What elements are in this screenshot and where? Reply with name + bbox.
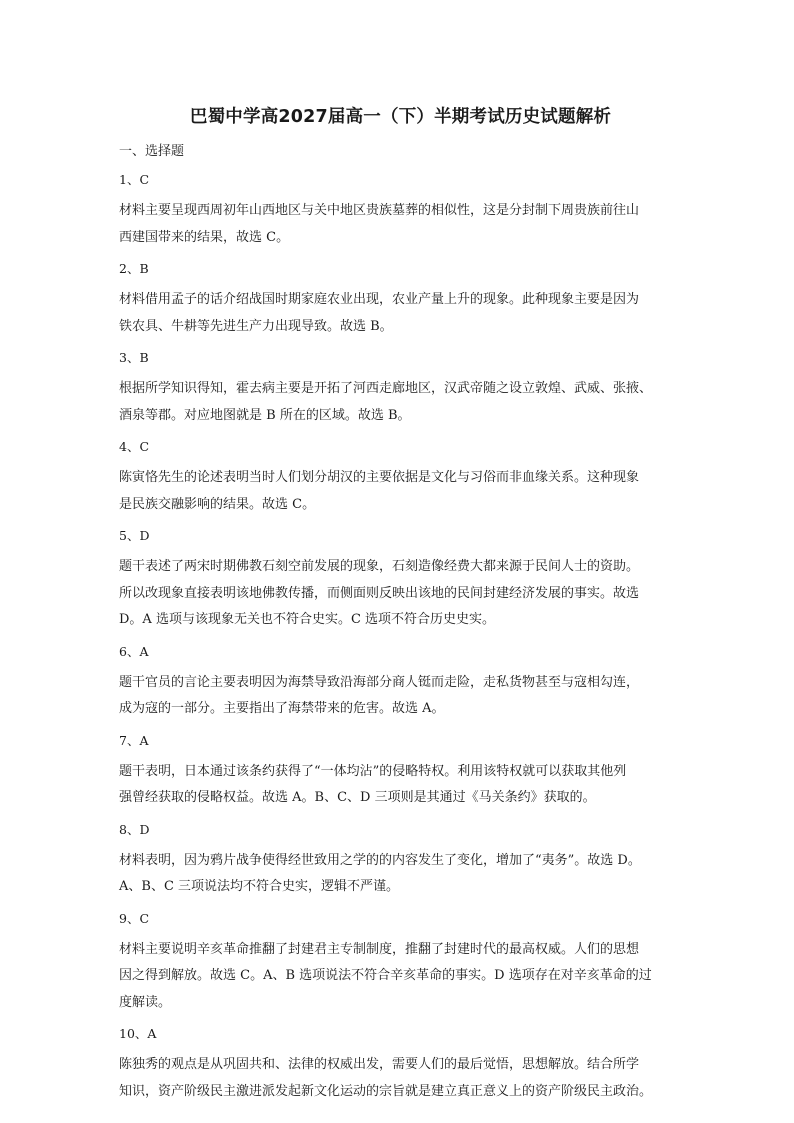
explanation-line: 酒泉等郡。对应地图就是 B 所在的区域。故选 B。 [119,407,411,423]
explanation [119,759,682,812]
explanation-line: A、B、C 三项说法均不符合史实，逻辑不严谨。 [119,879,400,894]
question-7 [119,731,682,812]
explanation [119,376,682,429]
question-10 [119,1024,682,1105]
question-1 [119,170,682,251]
explanation-line: 材料借用孟子的话介绍战国时期家庭农业出现，农业产量上升的现象。此种现象主要是因为 [119,292,640,307]
explanation [119,554,682,634]
explanation-line: 知识，资产阶级民主激进派发起新文化运动的宗旨就是建立真正意义上的资产阶级民主政治。 [119,1083,653,1099]
explanation-line: 成为寇的一部分。主要指出了海禁带来的危害。故选 A。 [119,701,445,716]
explanation-line: 因之得到解放。故选 C。A、B 选项说法不符合辛亥革命的事实。D 选项存在对辛亥革命的过 [119,968,652,983]
explanation [119,670,682,723]
question-6 [119,642,682,723]
explanation-line: 材料表明，因为鸦片战争使得经世致用之学的的内容发生了变化，增加了“夷务”。故选 D。 [119,852,641,868]
answer-label: 4、C [119,439,150,454]
question-2 [119,259,682,340]
explanation-line: 题干官员的言论主要表明因为海禁导致沿海部分商人铤而走险，走私货物甚至与寇相勾连， [119,674,640,690]
answer-label: 9、C [119,910,150,926]
question-8 [119,820,682,901]
explanation-line: 题干表述了两宋时期佛教石刻空前发展的现象，石刻造像经费大都来源于民间人士的资助。 [119,559,640,574]
explanation-line: 铁农具、牛耕等先进生产力出现导致。故选 B。 [119,318,393,334]
explanation [119,198,682,251]
explanation-line: 材料主要说明辛亥革命推翻了封建君主专制制度，推翻了封建时代的最高权威。人们的思想 [119,941,640,957]
explanation [119,1052,682,1105]
explanation-line: 题干表明，日本通过该条约获得了“一体均沾”的侵略特权。利用该特权就可以获取其他列 [119,763,627,779]
explanation-line: 西建国带来的结果，故选 C。 [119,229,290,245]
question-4 [119,437,682,518]
answer-label: 10、A [119,1026,157,1041]
question-3 [119,348,682,429]
answer-label: 2、B [119,261,149,276]
answer-label: 7、A [119,732,149,748]
question-9 [119,909,682,1017]
explanation [119,937,682,1017]
section-heading: 一、选择题 [119,144,185,159]
explanation [119,287,682,340]
explanation-line: 材料主要呈现西周初年山西地区与关中地区贵族墓葬的相似性，这是分封制下周贵族前往山 [119,203,640,218]
explanation-line: 所以改现象直接表明该地佛教传播，而侧面则反映出该地的民间封建经济发展的事实。故选 [119,585,640,601]
question-5 [119,526,682,634]
document-title: 巴蜀中学高2027届高一（下）半期考试历史试题解析 [189,107,612,127]
answer-label: 8、D [119,821,150,837]
explanation [119,848,682,901]
explanation-line: 是民族交融影响的结果。故选 C。 [119,496,316,512]
answer-label: 6、A [119,643,149,659]
answer-label: 3、B [119,350,149,365]
explanation [119,465,682,518]
explanation-line: 陈独秀的观点是从巩固共和、法律的权威出发，需要人们的最后觉悟，思想解放。结合所学 [119,1057,640,1072]
explanation-line: 强曾经获取的侵略权益。故选 A。B、C、D 三项则是其通过《马关条约》获取的。 [119,790,596,805]
explanation-line: 度解读。 [119,994,172,1010]
explanation-line: D。A 选项与该现象无关也不符合史实。C 选项不符合历史史实。 [119,612,496,627]
explanation-line: 陈寅恪先生的论述表明当时人们划分胡汉的主要依据是文化与习俗而非血缘关系。这种现象 [119,470,640,485]
answer-label: 5、D [119,528,150,543]
explanation-line: 根据所学知识得知，霍去病主要是开拓了河西走廊地区，汉武帝随之设立敦煌、武威、张掖、 [119,381,653,396]
answer-label: 1、C [119,172,150,187]
